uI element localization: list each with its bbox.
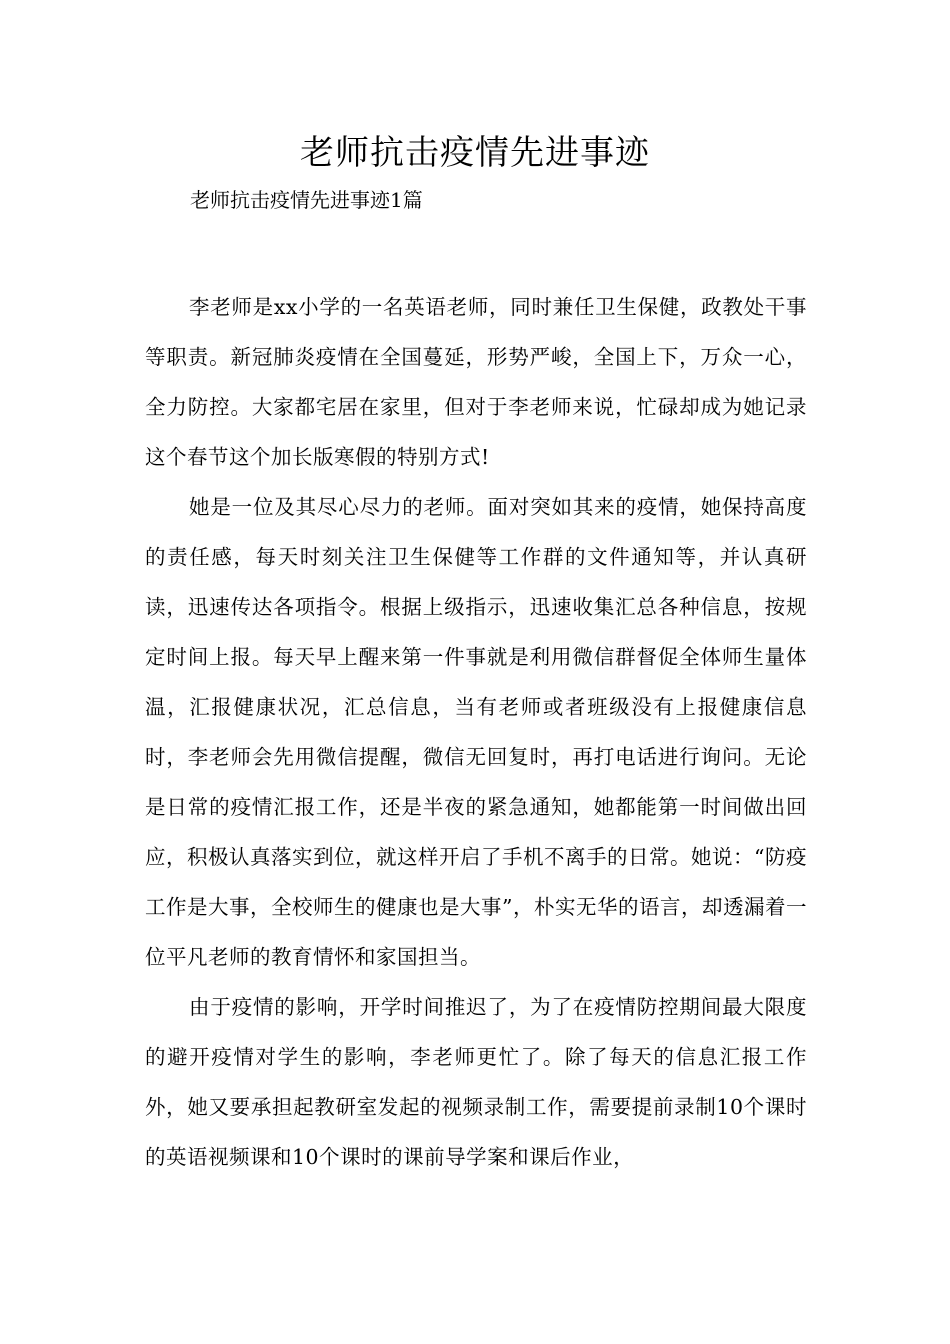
document-body bbox=[145, 282, 807, 1182]
paragraph: 李老师是xx小学的一名英语老师，同时兼任卫生保健，政教处干事等职责。新冠肺炎疫情在全国蔓延，形势严峻，全国上下，万众一心，全力防控。大家都宅居在家里，但对于李老师来说，忙碌却成为她记录这个春节这个加长版寒假的特别方式! bbox=[145, 295, 807, 469]
document-title: 老师抗击疫情先进事迹 bbox=[300, 133, 650, 173]
paragraph: 由于疫情的影响，开学时间推迟了，为了在疫情防控期间最大限度的避开疫情对学生的影响，李老师更忙了。除了每天的信息汇报工作外，她又要承担起教研室发起的视频录制工作，需要提前录制10个课时的英语视频课和10个课时的课前导学案和课后作业， bbox=[145, 995, 807, 1169]
paragraph: 她是一位及其尽心尽力的老师。面对突如其来的疫情，她保持高度的责任感，每天时刻关注卫生保健等工作群的文件通知等，并认真研读，迅速传达各项指令。根据上级指示，迅速收集汇总各种信息，按规定时间上报。每天早上醒来第一件事就是利用微信群督促全体师生量体温，汇报健康状况，汇总信息，当有老师或者班级没有上报健康信息时，李老师会先用微信提醒，微信无回复时，再打电话进行询问。无论是日常的疫情汇报工作，还是半夜的紧急通知，她都能第一时间做出回应，积极认真落实到位，就这样开启了手机不离手的日常。她说：“防疫工作是大事，全校师生的健康也是大事”，朴实无华的语言，却透漏着一位平凡老师的教育情怀和家国担当。 bbox=[145, 495, 807, 969]
document-subtitle: 老师抗击疫情先进事迹1篇 bbox=[190, 188, 423, 212]
